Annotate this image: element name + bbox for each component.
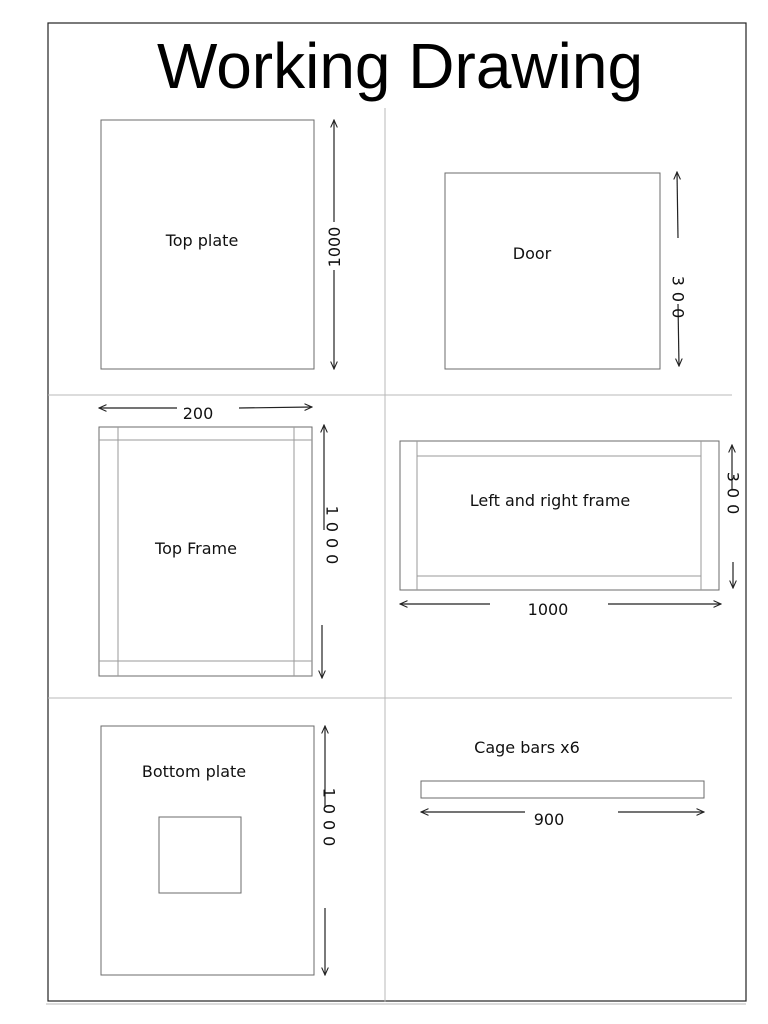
page-title: Working Drawing — [156, 30, 644, 102]
top-frame-panel — [99, 404, 342, 678]
bottom-plate-label: Bottom plate — [141, 762, 247, 781]
bottom-plate-panel — [101, 726, 339, 975]
top-frame-label: Top Frame — [155, 539, 237, 558]
top-plate-label: Top plate — [165, 231, 239, 250]
top-frame-width-dimension: 200 — [182, 404, 214, 423]
side-frame-width-dimension: 1000 — [527, 600, 569, 619]
door-label: Door — [512, 244, 552, 263]
top-plate-panel — [101, 120, 344, 369]
bottom-plate-dimension: 1000 — [319, 787, 339, 853]
door-shape — [445, 173, 660, 369]
cage-bars-dimension: 900 — [533, 810, 565, 829]
side-frame-label: Left and right frame — [469, 491, 631, 510]
side-frame-outer — [400, 441, 719, 590]
bottom-plate-opening — [159, 817, 241, 893]
cage-bar-shape — [421, 781, 704, 798]
cage-bars-label: Cage bars x6 — [474, 738, 580, 757]
side-frame-height-dimension: 300 — [723, 471, 743, 521]
door-dimension: 300 — [668, 275, 688, 325]
top-plate-dimension: 1000 — [325, 226, 344, 268]
top-frame-height-dimension: 1000 — [322, 505, 342, 571]
door-panel — [445, 172, 688, 369]
